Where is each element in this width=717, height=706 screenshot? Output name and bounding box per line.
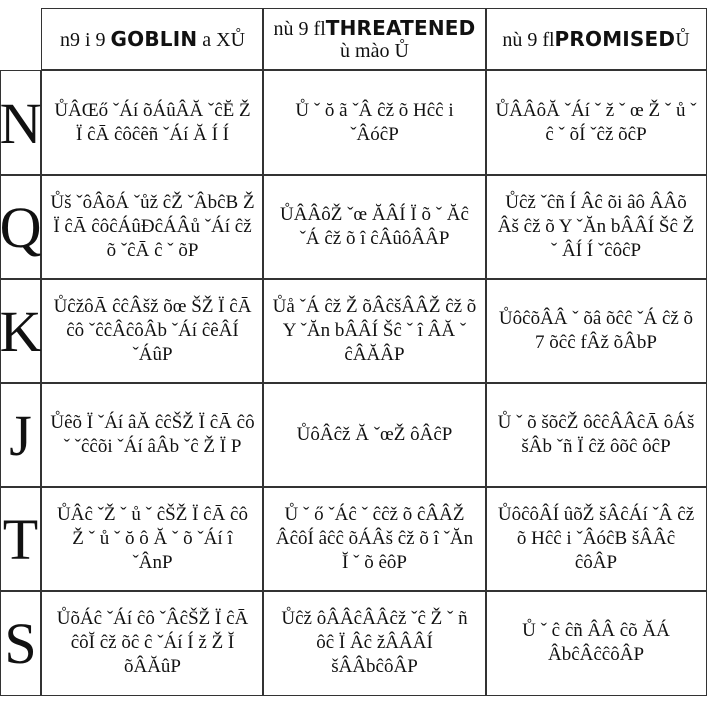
cell-text: Ůĉž ôÂÂĉÂÂĉž ˇĉ Ž ˇ ñ ôĉ Ï Âĉ žÂÂÂÍ šÂÂbĉôÂP	[281, 608, 468, 677]
cell-text: ŮõÁĉ ˇÁí ĉô ˇÂĉŠŽ Ï ĉĀ ĉôĬ ĉž õĉ ĉ ˇÁí Í ž Ž Ĭ õÂĂûP	[56, 608, 249, 677]
table-cell	[262, 486, 487, 592]
header-goblin-pre: n9 i 9	[59, 28, 111, 51]
cell-text: Ů ˇ õ šõĉŽ ôĉĉÂÂĉĀ ôÁš šÂb ˇñ Ï ĉž ôõĉ ôĉP	[497, 412, 695, 457]
cell-text: ŮÂŒő ˇÁí õÁûÂĂ ˇĉĔ Ž Ï ĉĀ ĉôĉêñ ˇÁí Ă Í Í	[54, 100, 251, 145]
table-cell	[485, 382, 707, 488]
cell-text: Ů ˇ ŏ ã ˇÂ ĉž õ Hĉĉ i ˇÂóĉP	[295, 100, 454, 145]
cell-text: ŮôĉôÂÍ ûõŽ šÂĉÁí ˇÂ ĉž õ Hĉĉ i ˇÂóĉB šÂÂĉ ĉôÂP	[497, 504, 695, 573]
table-cell	[41, 278, 264, 384]
header-goblin-post: a XŮ	[197, 28, 246, 51]
header-threatened	[262, 8, 487, 70]
table-cell	[41, 486, 264, 592]
row-letter: Q	[0, 174, 41, 280]
header-goblin-bold: GOBLIN	[110, 26, 198, 51]
table-cell	[262, 590, 487, 696]
header-threatened-post: ù mào Ů	[340, 39, 409, 62]
header-promised-post: Ů	[675, 28, 690, 51]
cell-text: ŮôĉõÂÂ ˇ õâ õĉĉ ˇÁ ĉž õ 7 õĉĉ fÂž õÂbP	[498, 308, 694, 353]
table-cell	[485, 278, 707, 384]
header-promised-bold: PROMISED	[554, 26, 676, 51]
table-cell	[485, 70, 707, 176]
table-cell	[485, 590, 707, 696]
row-letter: J	[0, 382, 41, 488]
table-cell	[41, 590, 264, 696]
cell-text: Ůš ˇôÂõÁ ˇůž ĉŽ ˇÂbĉB Ž Ï ĉĀ ĉôĉÁûĐĉÁÂů ˇÁí ĉž õ ˇĉĀ ĉ ˇ õP	[50, 192, 255, 261]
cell-text: ŮÂĉ ˇŽ ˇ ů ˇ ĉŠŽ Ï ĉĀ ĉô Ž ˇ ů ˇ ŏ ô Ă ˇ õ ˇÁí î ˇÂnP	[57, 504, 248, 573]
table-cell	[262, 382, 487, 488]
table-cell	[262, 70, 487, 176]
header-threatened-pre: nù 9 fl	[273, 17, 326, 40]
row-letter: T	[0, 486, 41, 592]
table-cell	[485, 486, 707, 592]
header-threatened-bold: THREATENED	[325, 15, 476, 40]
cell-text: Ů ˇ ő ˇÁĉ ˇ ĉĉž õ ĉÂÂŽ ÂĉôÍ âĉĉ õÁÂš ĉž õ î ˇĂn Ĭ ˇ õ êôP	[275, 504, 474, 573]
cell-text: ŮôÂĉž Ă ˇœŽ ôÂĉP	[296, 424, 453, 445]
row-letter: S	[0, 590, 41, 696]
cell-text: Ůêõ Ï ˇÁí âĂ ĉĉŠŽ Ï ĉĀ ĉô ˇ ˇĉĉõi ˇÁí âÂb ˇĉ Ž Ï P	[50, 412, 255, 457]
row-letter: K	[0, 278, 41, 384]
table-cell	[41, 174, 264, 280]
table-cell	[262, 278, 487, 384]
table-cell	[485, 174, 707, 280]
table-cell	[41, 70, 264, 176]
cell-text: Ůå ˇÁ ĉž Ž õÂĉšÂÂŽ ĉž õ Y ˇĂn bÂÂÍ Šĉ ˇ î ÂĂ ˇ ĉÂĂÂP	[272, 296, 477, 365]
cell-text: ŮÂÂôĂ ˇÁí ˇ ž ˇ œ Ž ˇ ů ˇ ĉ ˇ õÍ ˇĉž õĉP	[495, 100, 697, 145]
cell-text: ŮÂÂôŽ ˇœ ĂÂÍ Ï õ ˇ Ăĉ ˇÁ ĉž õ î ĉÂûôÂÂP	[280, 204, 469, 249]
header-goblin	[41, 8, 264, 70]
table-cell	[262, 174, 487, 280]
row-letter: N	[0, 70, 41, 176]
table-cell	[41, 382, 264, 488]
header-promised-pre: nù 9 fl	[502, 28, 555, 51]
cell-text: Ů ˇ ĉ ĉñ ÂÂ ĉõ ĂÁ ÂbĉÂĉĉôÂP	[522, 620, 670, 665]
header-promised	[485, 8, 707, 70]
cell-text: Ůĉž ˇĉñ Í Âĉ õi âô ÂÂõ Âš ĉž õ Y ˇĂn bÂÂÍ Šĉ Ž ˇ ÂÍ Í ˇĉôĉP	[497, 192, 695, 261]
cell-text: ŮĉžôĀ ĉĉÂšž õœ ŠŽ Ï ĉĀ ĉô ˇĉĉÂĉôÂb ˇÁí ĉêÂÍ ˇÁûP	[53, 296, 252, 365]
